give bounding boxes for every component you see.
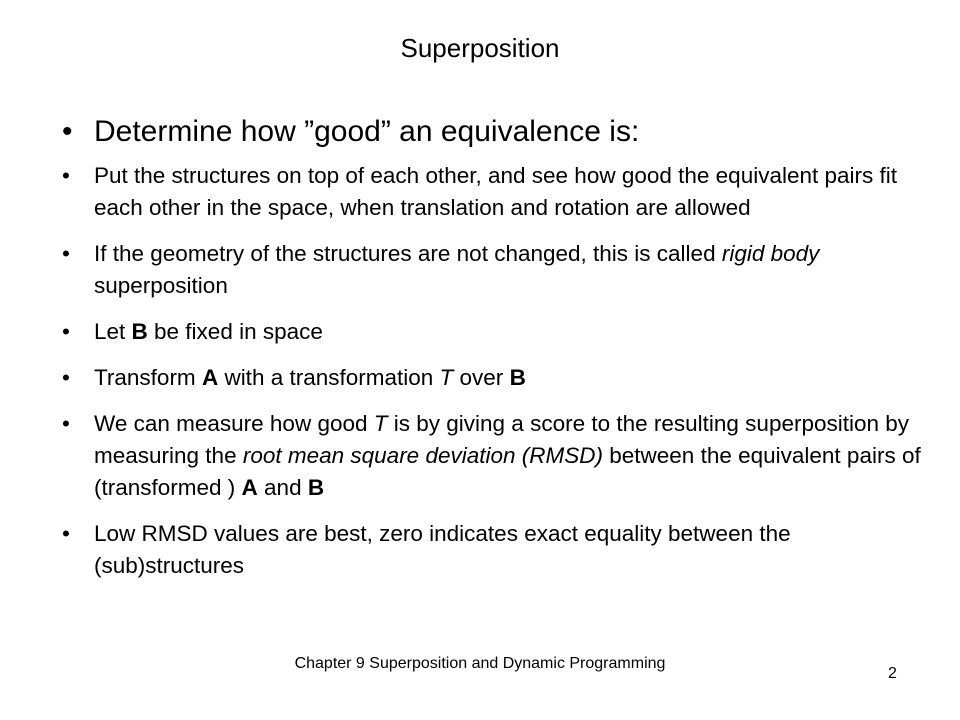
bullet-text bbox=[94, 408, 922, 504]
bullet-text-segment: T bbox=[373, 411, 388, 436]
bullet-text bbox=[94, 160, 922, 224]
bullet-text-segment: be fixed in space bbox=[147, 319, 323, 344]
bullet-dot: • bbox=[62, 521, 70, 546]
bullet-item bbox=[62, 316, 922, 348]
bullet-text-segment: B bbox=[307, 475, 325, 500]
bullet-text-segment: If the geometry of the structures are not changed, this is called bbox=[94, 241, 722, 266]
bullet-text bbox=[94, 114, 922, 150]
page-number: 2 bbox=[888, 665, 897, 682]
slide-footer: Chapter 9 Superposition and Dynamic Programming bbox=[294, 655, 666, 672]
bullet-dot: • bbox=[62, 319, 70, 344]
bullet-dot: • bbox=[62, 241, 70, 266]
bullet-text bbox=[94, 238, 922, 302]
bullet-text bbox=[94, 362, 922, 394]
bullet-dot: • bbox=[62, 365, 70, 390]
bullet-item bbox=[62, 362, 922, 394]
bullet-item bbox=[62, 408, 922, 504]
bullet-text-segment: Transform bbox=[94, 365, 202, 390]
bullet-item bbox=[62, 518, 922, 582]
bullet-text-segment: root mean square deviation (RMSD) bbox=[242, 443, 603, 468]
bullet-text-segment: Put the structures on top of each other, and see how good the equivalent pairs fit each other in the space, when translation and rotation are allowed bbox=[94, 163, 898, 220]
bullet-text-segment: is by giving a score to the resulting superposition by measuring the bbox=[94, 411, 910, 468]
bullet-list bbox=[62, 114, 922, 596]
bullet-text-segment: A bbox=[201, 365, 219, 390]
bullet-text-segment: A bbox=[241, 475, 258, 500]
bullet-dot: • bbox=[62, 163, 70, 188]
bullet-text-segment: B bbox=[131, 319, 148, 344]
bullet-dot: • bbox=[62, 115, 73, 148]
slide-title: Superposition bbox=[400, 33, 560, 63]
bullet-text-segment: Let bbox=[94, 319, 132, 344]
bullet-text bbox=[94, 316, 922, 348]
bullet-text-segment: between the equivalent pairs of (transformed ) bbox=[94, 443, 921, 500]
bullet-text-segment: rigid body bbox=[721, 241, 820, 266]
bullet-text-segment: Determine how ”good” an equivalence is: bbox=[94, 115, 640, 148]
bullet-text-segment: We can measure how good bbox=[94, 411, 374, 436]
bullet-text bbox=[94, 518, 922, 582]
bullet-item bbox=[62, 160, 922, 224]
bullet-text-segment: B bbox=[509, 365, 526, 390]
bullet-text-segment: T bbox=[439, 365, 454, 390]
bullet-text-segment: superposition bbox=[94, 273, 228, 298]
bullet-dot: • bbox=[62, 411, 70, 436]
bullet-text-segment: over bbox=[453, 365, 510, 390]
bullet-item bbox=[62, 114, 922, 150]
bullet-item bbox=[62, 238, 922, 302]
bullet-text-segment: and bbox=[257, 475, 308, 500]
bullet-text-segment: Low RMSD values are best, zero indicates exact equality between the (sub)structures bbox=[94, 521, 791, 578]
bullet-text-segment: with a transformation bbox=[218, 365, 440, 390]
